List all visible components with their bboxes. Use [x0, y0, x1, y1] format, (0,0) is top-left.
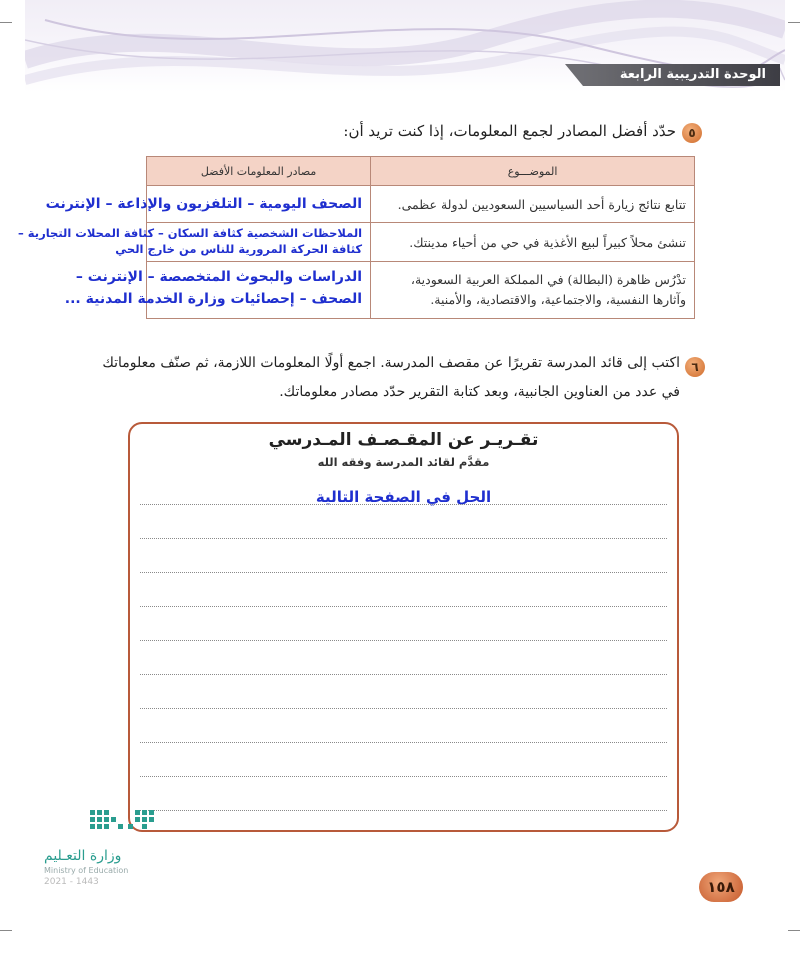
writing-line — [140, 674, 667, 675]
crop-mark — [0, 22, 12, 23]
ministry-name-ar: وزارة التعـليم — [44, 848, 122, 864]
question-5-text: حدّد أفضل المصادر لجمع المعلومات، إذا كنت تريد أن: — [343, 122, 676, 140]
table-row — [147, 223, 695, 262]
handwritten-answer: الدراسات والبحوث المتخصصة – الإنترنت – الصحف – إحصائيات وزارة الخدمة المدنية ... — [64, 269, 363, 307]
topic-cell: تدْرُس ظاهرة (البطالة) في المملكة العربية السعودية، وآثارها النفسية، والاجتماعية، والاقتصادية، والأمنية. — [371, 262, 695, 319]
writing-line — [140, 742, 667, 743]
report-writing-box — [128, 422, 679, 832]
table-header-sources: مصادر المعلومات الأفضل — [147, 157, 371, 186]
report-subtitle: مقدَّم لقائد المدرسة وفقه الله — [317, 455, 490, 469]
ministry-name-en: Ministry of Education — [44, 866, 129, 875]
question-6-line2: في عدد من العناوين الجانبية، وبعد كتابة التقرير حدّد مصادر معلوماتك. — [279, 384, 680, 400]
table-row — [147, 262, 695, 319]
answer-cell — [64, 262, 371, 319]
question-6-line1: اكتب إلى قائد المدرسة تقريرًا عن مقصف المدرسة. اجمع أولًا المعلومات اللازمة، ثم صنّف معلوماتك — [102, 355, 680, 371]
table-row — [147, 186, 695, 223]
crop-mark — [788, 22, 800, 23]
crop-mark — [788, 930, 800, 931]
question-5-number: ٥ — [682, 123, 702, 143]
page-number: ١٥٨ — [699, 872, 743, 902]
report-title: تقـريـر عن المقـصـف المـدرسي — [268, 430, 539, 450]
question-6-number: ٦ — [685, 357, 705, 377]
handwritten-answer: الصحف اليومية – التلفزيون والإذاعة – الإنترنت — [45, 196, 363, 212]
topic-cell: تتابع نتائج زيارة أحد السياسيين السعوديين لدولة عظمى. — [371, 186, 695, 223]
unit-title-bar: الوحدة التدريبية الرابعة — [583, 64, 780, 86]
handwritten-answer: الملاحظات الشخصية كثافة السكان – كثافة المحلات التجارية – كثافة الحركة المرورية للناس من خارج الحي — [18, 226, 363, 256]
answer-cell — [45, 186, 371, 223]
writing-line — [140, 640, 667, 641]
edition-year: 2021 - 1443 — [44, 877, 99, 887]
writing-line — [140, 776, 667, 777]
crop-mark — [0, 930, 12, 931]
writing-line — [140, 708, 667, 709]
writing-line — [140, 810, 667, 811]
handwritten-answer-note: الحل في الصفحة التالية — [315, 488, 492, 506]
writing-line — [140, 572, 667, 573]
writing-line — [140, 606, 667, 607]
answer-cell — [18, 223, 371, 262]
topic-cell: تنشئ محلاً كبيراً لبيع الأغذية في حي من أحياء مدينتك. — [371, 223, 695, 262]
writing-line — [140, 538, 667, 539]
sources-table — [18, 156, 695, 319]
table-header-topic: الموضـــوع — [371, 157, 695, 186]
writing-line — [140, 504, 667, 505]
